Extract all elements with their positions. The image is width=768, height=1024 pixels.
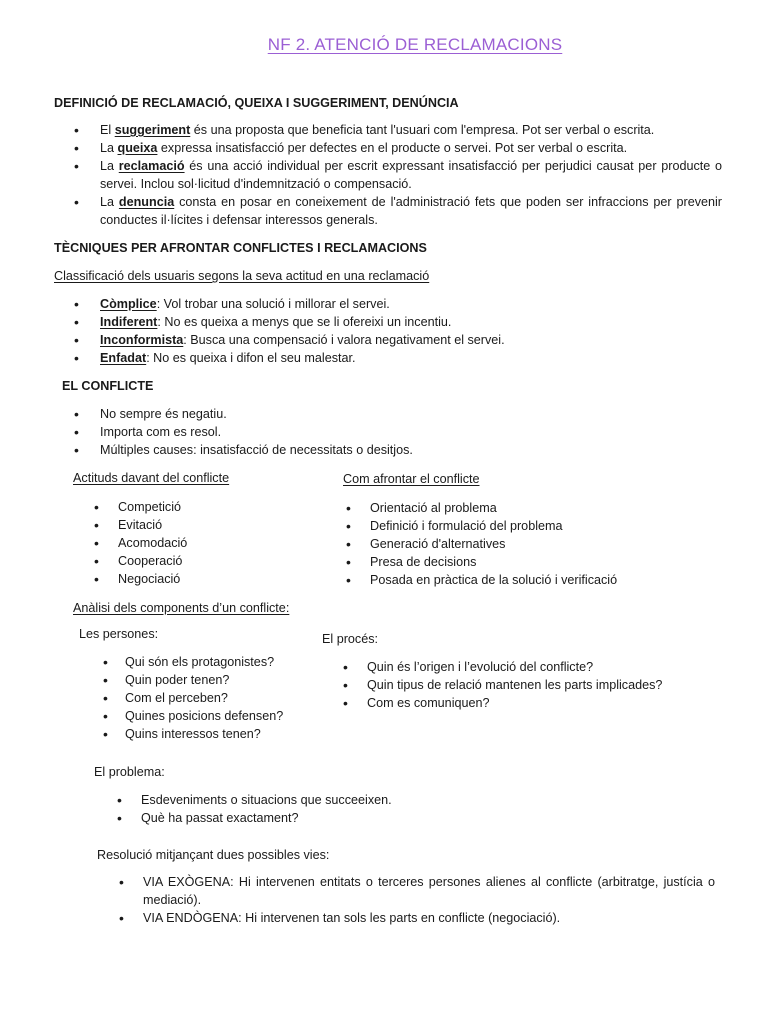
list-item — [74, 121, 722, 139]
list-item — [74, 331, 722, 349]
section-heading-conflict: EL CONFLICTE — [62, 379, 154, 393]
list-item — [94, 498, 314, 516]
item-text: Presa de decisions — [370, 555, 477, 569]
process-heading: El procés: — [322, 632, 378, 646]
term-inconformista: Inconformista — [100, 333, 184, 347]
user-types-list — [74, 295, 722, 367]
item-text: Qui són els protagonistes? — [125, 655, 275, 669]
bullet-icon: • — [117, 792, 122, 808]
subheading-approach: Com afrontar el conflicte — [343, 472, 480, 486]
bullet-icon: • — [74, 424, 79, 440]
bullet-icon: • — [94, 535, 99, 551]
item-text: Quines posicions defensen? — [125, 709, 284, 723]
process-list — [343, 658, 733, 712]
bullet-icon: • — [74, 406, 79, 422]
list-item — [119, 909, 715, 927]
list-item — [103, 653, 323, 671]
section-heading-techniques: TÈCNIQUES PER AFRONTAR CONFLICTES I RECLAMACIONS — [54, 241, 427, 255]
section-heading-definitions: DEFINICIÓ DE RECLAMACIÓ, QUEIXA I SUGGERIMENT, DENÚNCIA — [54, 96, 459, 110]
item-text: Quins interessos tenen? — [125, 727, 261, 741]
people-list — [103, 653, 323, 743]
bullet-icon: • — [74, 332, 79, 348]
item-text: VIA ENDÒGENA: Hi intervenen tan sols les parts en conflicte (negociació). — [143, 911, 561, 925]
term-indiferent: Indiferent — [100, 315, 158, 329]
item-text: Quin poder tenen? — [125, 673, 230, 687]
subheading-user-classification: Classificació dels usuaris segons la seva actitud en una reclamació — [54, 269, 430, 283]
item-text: Múltiples causes: insatisfacció de necessitats o desitjos. — [100, 443, 413, 457]
resolution-list — [119, 873, 715, 927]
document-title: NF 2. ATENCIÓ DE RECLAMACIONS — [267, 35, 563, 54]
bullet-icon: • — [103, 672, 108, 688]
item-text: Acomodació — [118, 536, 188, 550]
list-item — [117, 791, 517, 809]
bullet-icon: • — [346, 554, 351, 570]
approach-list — [346, 499, 726, 589]
bullet-icon: • — [346, 500, 351, 516]
list-item — [74, 313, 722, 331]
item-prefix: La — [100, 159, 119, 173]
bullet-icon: • — [74, 314, 79, 330]
item-text: : No es queixa i difon el seu malestar. — [146, 351, 356, 365]
attitudes-list — [94, 498, 314, 588]
list-item — [103, 725, 323, 743]
bullet-icon: • — [74, 194, 79, 210]
item-prefix: La — [100, 195, 119, 209]
definitions-list — [74, 121, 722, 229]
bullet-icon: • — [74, 350, 79, 366]
term-enfadat: Enfadat — [100, 351, 147, 365]
item-text: Evitació — [118, 518, 163, 532]
bullet-icon: • — [103, 708, 108, 724]
list-item — [103, 671, 323, 689]
term-queixa: queixa — [117, 141, 158, 155]
item-text: Com el perceben? — [125, 691, 228, 705]
term-suggeriment: suggeriment — [114, 123, 191, 137]
list-item — [343, 676, 733, 694]
item-text: No sempre és negatiu. — [100, 407, 227, 421]
bullet-icon: • — [119, 874, 124, 890]
bullet-icon: • — [74, 158, 79, 174]
bullet-icon: • — [343, 695, 348, 711]
problem-heading: El problema: — [94, 765, 165, 779]
item-text: Generació d'alternatives — [370, 537, 506, 551]
list-item — [74, 441, 722, 459]
list-item — [74, 295, 722, 313]
bullet-icon: • — [94, 553, 99, 569]
item-text: : Vol trobar una solució i millorar el servei. — [156, 297, 390, 311]
bullet-icon: • — [103, 654, 108, 670]
item-text: : Busca una compensació i valora negativament el servei. — [183, 333, 505, 347]
item-text: VIA EXÒGENA: Hi intervenen entitats o terceres persones alienes al conflicte (arbitratge, justícia o mediació). — [143, 875, 715, 907]
list-item — [74, 349, 722, 367]
problem-list — [117, 791, 517, 827]
bullet-icon: • — [74, 140, 79, 156]
list-item — [343, 658, 733, 676]
people-heading: Les persones: — [79, 627, 159, 641]
subheading-analysis: Anàlisi dels components d’un conflicte: — [73, 601, 290, 615]
list-item — [346, 553, 726, 571]
list-item — [343, 694, 733, 712]
resolution-heading: Resolució mitjançant dues possibles vies: — [97, 848, 330, 862]
bullet-icon: • — [117, 810, 122, 826]
list-item — [74, 157, 722, 193]
term-denuncia: denuncia — [118, 195, 175, 209]
item-prefix: El — [100, 123, 115, 137]
subheading-attitudes: Actituds davant del conflicte — [73, 471, 230, 485]
item-text: Definició i formulació del problema — [370, 519, 563, 533]
bullet-icon: • — [94, 499, 99, 515]
bullet-icon: • — [346, 536, 351, 552]
list-item — [346, 535, 726, 553]
bullet-icon: • — [94, 571, 99, 587]
bullet-icon: • — [74, 122, 79, 138]
list-item — [94, 534, 314, 552]
item-text: és una acció individual per escrit expressant insatisfacció per perjudici causat per producte o servei. Inclou sol·licitud d'indemnització o compensació. — [100, 159, 722, 191]
list-item — [103, 689, 323, 707]
item-text: Competició — [118, 500, 181, 514]
item-text: Negociació — [118, 572, 181, 586]
item-text: Com es comuniquen? — [367, 696, 490, 710]
term-complice: Còmplice — [100, 297, 157, 311]
list-item — [119, 873, 715, 909]
conflict-list — [74, 405, 722, 459]
bullet-icon: • — [103, 726, 108, 742]
item-text: : No es queixa a menys que se li ofereixi un incentiu. — [157, 315, 452, 329]
bullet-icon: • — [94, 517, 99, 533]
item-text: Què ha passat exactament? — [141, 811, 299, 825]
item-text: expressa insatisfacció per defectes en el producte o servei. Pot ser verbal o escrita. — [157, 141, 628, 155]
item-text: Quin és l’origen i l’evolució del conflicte? — [367, 660, 594, 674]
item-text: és una proposta que beneficia tant l'usuari com l'empresa. Pot ser verbal o escrita. — [190, 123, 655, 137]
item-text: Cooperació — [118, 554, 183, 568]
item-text: Orientació al problema — [370, 501, 497, 515]
list-item — [74, 405, 722, 423]
list-item — [94, 570, 314, 588]
list-item — [346, 517, 726, 535]
item-text: Posada en pràctica de la solució i verificació — [370, 573, 618, 587]
list-item — [94, 552, 314, 570]
list-item — [94, 516, 314, 534]
bullet-icon: • — [103, 690, 108, 706]
bullet-icon: • — [74, 442, 79, 458]
bullet-icon: • — [346, 518, 351, 534]
item-text: Importa com es resol. — [100, 425, 222, 439]
list-item — [74, 193, 722, 229]
list-item — [346, 571, 726, 589]
term-reclamacio: reclamació — [118, 159, 185, 173]
list-item — [117, 809, 517, 827]
item-text: Esdeveniments o situacions que succeeixen. — [141, 793, 392, 807]
item-prefix: La — [100, 141, 118, 155]
list-item — [74, 139, 722, 157]
item-text: Quin tipus de relació mantenen les parts implicades? — [367, 678, 663, 692]
bullet-icon: • — [74, 296, 79, 312]
item-text: consta en posar en coneixement de l'administració fets que poden ser infraccions per prevenir conductes il·lícites i defensar interessos generals. — [100, 195, 723, 227]
list-item — [74, 423, 722, 441]
bullet-icon: • — [119, 910, 124, 926]
bullet-icon: • — [346, 572, 351, 588]
list-item — [346, 499, 726, 517]
bullet-icon: • — [343, 677, 348, 693]
bullet-icon: • — [343, 659, 348, 675]
list-item — [103, 707, 323, 725]
